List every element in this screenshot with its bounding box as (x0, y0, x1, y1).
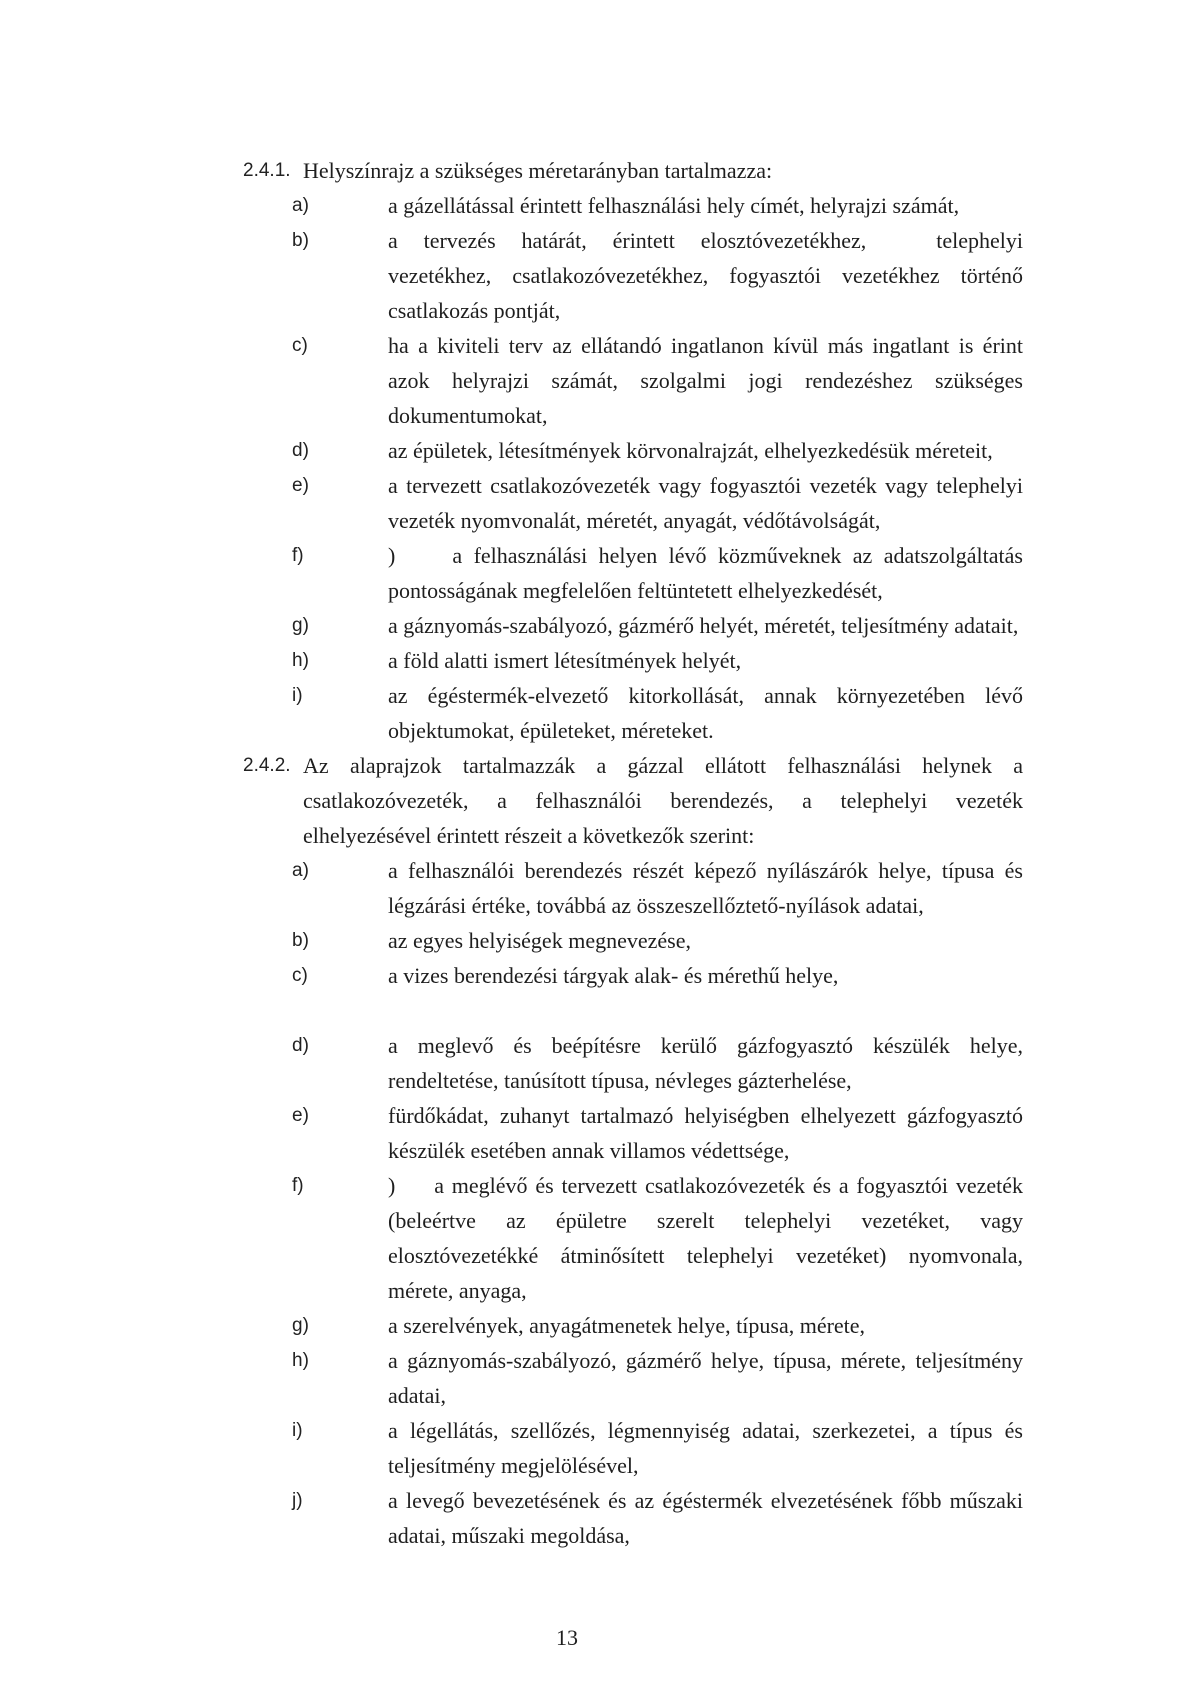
text-line-right: telephelyi (936, 228, 1023, 253)
list-item-line: az egyes helyiségek megnevezése, (388, 928, 691, 953)
list-item-label: b) (292, 930, 309, 951)
list-item-line: a levegő bevezetésének és az égéstermék elvezetésének főbb műszaki (388, 1488, 1023, 1513)
list-item-line: a gáznyomás-szabályozó, gázmérő helyét, méretét, teljesítmény adatait, (388, 613, 1019, 638)
list-item (243, 188, 1023, 223)
list-item (243, 1028, 1023, 1098)
list-item-line (388, 223, 1023, 258)
list-item (243, 958, 1023, 993)
page-number: 13 (556, 1625, 578, 1650)
list-item-line: a légellátás, szellőzés, légmennyiség adatai, szerkezetei, a típus és (388, 1418, 1023, 1443)
list-item-line: csatlakozás pontját, (388, 298, 561, 323)
list-item-line: adatai, (388, 1383, 447, 1408)
list-item-line: fürdőkádat, zuhanyt tartalmazó helyiségben elhelyezett gázfogyasztó (388, 1103, 1023, 1128)
text-line-left: a tervezés határát, érintett elosztóvezetékhez, (388, 228, 867, 253)
list-item-line: objektumokat, épületeket, méreteket. (388, 718, 714, 743)
section-number: 2.4.2. (243, 755, 291, 776)
section-intro (303, 748, 1023, 853)
list-item-line: az épületek, létesítmények körvonalrajzát, elhelyezkedésük méreteit, (388, 438, 993, 463)
list-item-label: b) (292, 230, 309, 251)
list-item-label: a) (292, 860, 309, 881)
list-item (243, 328, 1023, 433)
list-item (243, 1098, 1023, 1168)
section-number: 2.4.1. (243, 160, 291, 181)
list-item (243, 433, 1023, 468)
list-item-label: i) (292, 1420, 303, 1441)
list-item (243, 1343, 1023, 1413)
list-item-line: a vizes berendezési tárgyak alak- és mérethű helye, (388, 963, 839, 988)
list-item-label: a) (292, 195, 309, 216)
list-item (243, 538, 1023, 608)
list-item-line: mérete, anyaga, (388, 1278, 527, 1303)
list-item (243, 608, 1023, 643)
list-item-line: ) a meglévő és tervezett csatlakozóvezeték és a fogyasztói vezeték (388, 1173, 1023, 1198)
list-item-line: a felhasználói berendezés részét képező nyílászárók helye, típusa és (388, 858, 1023, 883)
list-item-line: elosztóvezetékké átminősített telephelyi vezetéket) nyomvonala, (388, 1243, 1023, 1268)
list-item-line: pontosságának megfelelően feltüntetett elhelyezkedését, (388, 578, 883, 603)
list-item-line: légzárási értéke, továbbá az összeszellőztető-nyílások adatai, (388, 893, 924, 918)
section-intro (303, 153, 1023, 188)
list-item (243, 1483, 1023, 1553)
list-item-line: a meglevő és beépítésre kerülő gázfogyasztó készülék helye, (388, 1033, 1023, 1058)
list-item-label: h) (292, 1350, 309, 1371)
list-item (243, 1308, 1023, 1343)
list-item-line: adatai, műszaki megoldása, (388, 1523, 630, 1548)
section (243, 748, 1023, 1553)
list-item-label: e) (292, 1105, 309, 1126)
list-item-line: a gáznyomás-szabályozó, gázmérő helye, típusa, mérete, teljesítmény (388, 1348, 1023, 1373)
list-item-label: f) (292, 1175, 304, 1196)
list-item-line: teljesítmény megjelölésével, (388, 1453, 639, 1478)
list-item-line: a szerelvények, anyagátmenetek helye, típusa, mérete, (388, 1313, 866, 1338)
list-item-label: d) (292, 1035, 309, 1056)
section-intro-line: csatlakozóvezeték, a felhasználói berendezés, a telephelyi vezeték (303, 788, 1023, 813)
list-item (243, 1413, 1023, 1483)
list-item-label: h) (292, 650, 309, 671)
list-item-line: az égéstermék-elvezető kitorkollását, annak környezetében lévő (388, 683, 1023, 708)
list-item (243, 468, 1023, 538)
list-item (243, 678, 1023, 748)
list-item-line: a föld alatti ismert létesítmények helyét, (388, 648, 742, 673)
list-item-line: vezeték nyomvonalát, méretét, anyagát, védőtávolságát, (388, 508, 881, 533)
list-item-label: d) (292, 440, 309, 461)
list-item-line: (beleértve az épületre szerelt telephelyi vezetéket, vagy (388, 1208, 1023, 1233)
list-item (243, 853, 1023, 923)
list-item (243, 223, 1023, 328)
list-item-label: g) (292, 1315, 309, 1336)
section-intro-line: Helyszínrajz a szükséges méretarányban tartalmazza: (303, 158, 773, 183)
list-item-line: dokumentumokat, (388, 403, 548, 428)
list-item-line: azok helyrajzi számát, szolgalmi jogi rendezéshez szükséges (388, 368, 1023, 393)
list-item-label: c) (292, 965, 308, 986)
list-item-line: ) a felhasználási helyen lévő közműveknek az adatszolgáltatás (388, 543, 1023, 568)
list-item-line: a tervezett csatlakozóvezeték vagy fogyasztói vezeték vagy telephelyi (388, 473, 1023, 498)
section-intro-line: Az alaprajzok tartalmazzák a gázzal ellátott felhasználási helynek a (303, 753, 1023, 778)
list-item-line: a gázellátással érintett felhasználási hely címét, helyrajzi számát, (388, 193, 960, 218)
list-item-label: i) (292, 685, 303, 706)
list-item-label: g) (292, 615, 309, 636)
section-intro-line: elhelyezésével érintett részeit a következők szerint: (303, 823, 755, 848)
list-item (243, 1168, 1023, 1308)
list-item-label: f) (292, 545, 304, 566)
list-item (243, 923, 1023, 958)
section (243, 153, 1023, 748)
list-item-line: készülék esetében annak villamos védettsége, (388, 1138, 790, 1163)
document-content (243, 153, 1023, 1553)
list-item (243, 643, 1023, 678)
list-item-label: c) (292, 335, 308, 356)
list-item-label: j) (292, 1490, 303, 1511)
list-item-line: vezetékhez, csatlakozóvezetékhez, fogyasztói vezetékhez történő (388, 263, 1023, 288)
list-item-label: e) (292, 475, 309, 496)
list-item-line: rendeltetése, tanúsított típusa, névleges gázterhelése, (388, 1068, 852, 1093)
list-item-line: ha a kiviteli terv az ellátandó ingatlanon kívül más ingatlant is érint (388, 333, 1023, 358)
